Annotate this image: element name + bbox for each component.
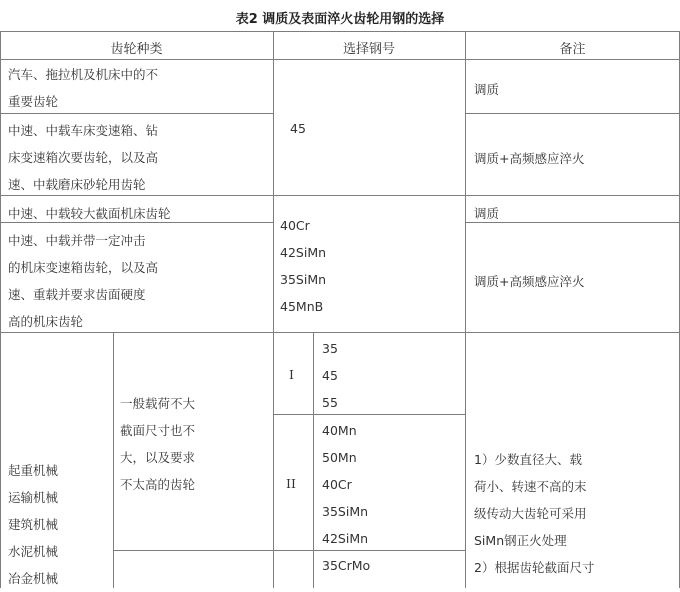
rule	[465, 113, 680, 114]
text-line: 的机床变速箱齿轮，以及高	[8, 260, 159, 275]
text-line: 速、重载并要求齿面硬度	[8, 287, 146, 302]
text-line: 42SiMn	[280, 245, 327, 260]
rule	[113, 332, 114, 588]
text-line: 一般载荷不大	[120, 396, 196, 411]
text-line: 40Cr	[322, 477, 352, 492]
text-line: 级传动大齿轮可采用	[474, 506, 587, 521]
text-line: 水泥机械	[8, 544, 59, 559]
text-line: 重要齿轮	[8, 94, 59, 109]
table-title: 表2 调质及表面淬火齿轮用钢的选择	[235, 12, 445, 27]
gear-type-cell	[8, 227, 158, 335]
rule	[0, 31, 680, 32]
text-line: 床变速箱次要齿轮，以及高	[8, 150, 159, 165]
text-line: 中速、中载车床变速箱、钻	[8, 123, 159, 138]
text-line: 高的机床齿轮	[8, 314, 84, 329]
text-line: 大，以及要求	[120, 450, 196, 465]
rule	[465, 31, 466, 588]
text-line: 不太高的齿轮	[120, 477, 196, 492]
gear-type-cell	[8, 61, 158, 115]
steel-grade-cell: 45	[290, 121, 306, 136]
gear-type-cell: 中速、中载较大截面机床齿轮	[8, 206, 171, 221]
steel-grade-cell: 35CrMo	[322, 558, 371, 573]
text-line: 45MnB	[280, 299, 324, 314]
steel-grade-cell	[322, 417, 368, 552]
text-line: 40Mn	[322, 423, 357, 438]
remark-cell	[474, 446, 594, 581]
text-line: 45	[322, 368, 338, 383]
header-remarks: 备注	[559, 42, 586, 57]
text-line: 55	[322, 395, 338, 410]
text-line: 荷小、转速不高的末	[474, 479, 587, 494]
text-line: 42SiMn	[322, 531, 369, 546]
text-line: 冶金机械	[8, 571, 59, 586]
text-line: 35SiMn	[280, 272, 327, 287]
rule	[273, 414, 466, 415]
text-line: SiMn钢正火处理	[474, 533, 567, 548]
text-line: 35SiMn	[322, 504, 369, 519]
header-steel-grade: 选择钢号	[342, 42, 395, 57]
text-line: 1）少数直径大、载	[474, 452, 582, 467]
remark-cell: 调质	[474, 206, 500, 221]
steel-grade-cell	[322, 335, 338, 416]
steel-grade-cell	[280, 212, 326, 320]
rule	[273, 31, 274, 588]
rule	[313, 332, 314, 588]
gear-type-cell	[8, 117, 158, 198]
text-line: 40Cr	[280, 218, 310, 233]
text-line: 50Mn	[322, 450, 357, 465]
text-line: 中速、中载并带一定冲击	[8, 233, 146, 248]
text-line: 截面尺寸也不	[120, 423, 196, 438]
rule	[113, 550, 466, 551]
group-label: I	[289, 367, 294, 382]
machine-category-cell	[8, 457, 58, 592]
text-line: 35	[322, 341, 338, 356]
text-line: 建筑机械	[8, 517, 59, 532]
text-line: 起重机械	[8, 463, 59, 478]
remark-cell: 调质+高频感应淬火	[474, 151, 585, 166]
text-line: 2）根据齿轮截面尺寸	[474, 560, 595, 575]
rule	[0, 31, 1, 588]
load-condition-cell	[120, 390, 195, 498]
rule	[465, 222, 680, 223]
remark-cell: 调质+高频感应淬火	[474, 274, 585, 289]
header-gear-type: 齿轮种类	[110, 42, 163, 57]
text-line: 速、中载磨床砂轮用齿轮	[8, 177, 146, 192]
group-label: II	[286, 476, 296, 491]
remark-cell: 调质	[474, 82, 500, 97]
text-line: 汽车、拖拉机及机床中的不	[8, 67, 159, 82]
rule	[0, 222, 273, 223]
rule	[0, 59, 680, 60]
text-line: 运输机械	[8, 490, 59, 505]
